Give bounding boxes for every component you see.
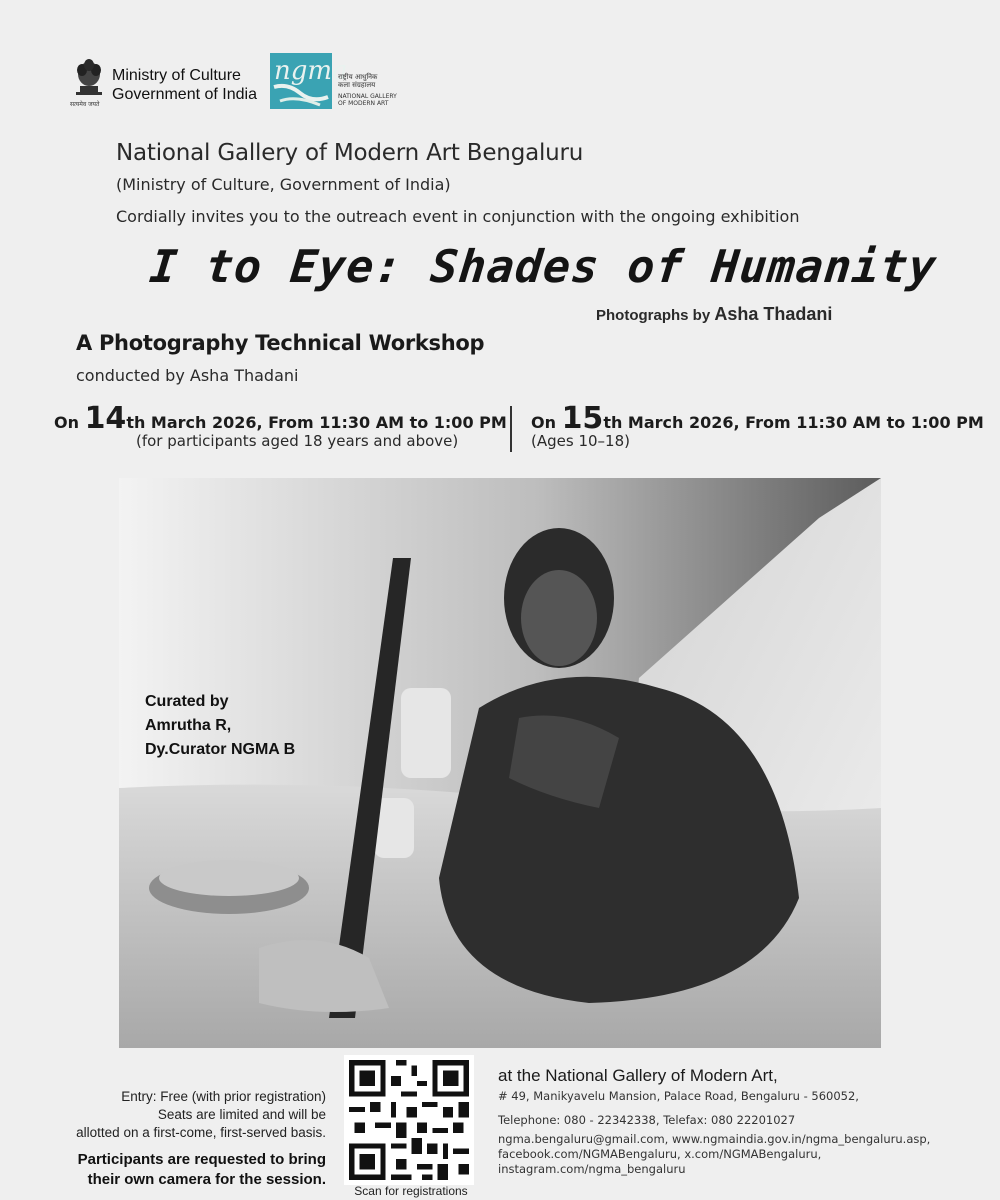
ngma-english-name: NATIONAL GALLERY OF MODERN ART [338,93,397,107]
emblem-caption: सत्यमेव जयते [70,101,100,108]
session-date-1: On 14th March 2026, From 11:30 AM to 1:00 PM [54,401,507,436]
venue-contact-links: ngma.bengaluru@gmail.com, www.ngmaindia.gov.in/ngma_bengaluru.asp, facebook.com/NGMABengaluru, x.com/NGMABengaluru, instagram.com/ngma_bengaluru [498,1132,931,1176]
svg-text:ngma: ngma [274,56,348,86]
organization-subtitle: (Ministry of Culture, Government of India) [116,175,451,194]
national-emblem-icon [72,56,106,100]
photographer-credit: Photographs by Asha Thadani [596,304,833,324]
organization-title: National Gallery of Modern Art Bengaluru [116,140,584,166]
registration-qr-code[interactable] [343,1055,475,1185]
workshop-title: A Photography Technical Workshop [76,331,485,355]
qr-caption: Scan for registrations [354,1184,468,1198]
entry-info: Entry: Free (with prior registration) Seats are limited and will be allotted on a first-come, first-served basis. [76,1089,326,1140]
exhibition-title: I to Eye: Shades of Humanity [147,240,940,293]
venue-address: # 49, Manikyavelu Mansion, Palace Road, Bengaluru - 560052, [498,1089,859,1103]
ngma-logo [270,53,348,109]
session-note-1: (for participants aged 18 years and above) [136,432,459,450]
venue-name: at the National Gallery of Modern Art, [498,1066,778,1085]
exhibition-photograph [119,478,881,1048]
camera-requirement: Participants are requested to bring their own camera for the session. [77,1151,326,1188]
session-date-2: On 15th March 2026, From 11:30 AM to 1:00 PM [531,401,984,436]
curator-credit: Curated by Amrutha R, Dy.Curator NGMA B [145,693,296,758]
session-note-2: (Ages 10–18) [531,432,630,450]
ministry-label: Ministry of Culture Government of India [112,67,257,103]
ngma-hindi-name: राष्ट्रीय आधुनिक कला संग्रहालय [338,73,378,89]
workshop-conductor: conducted by Asha Thadani [76,366,299,385]
venue-phone: Telephone: 080 - 22342338, Telefax: 080 22201027 [498,1113,796,1127]
session-divider [510,406,512,452]
invitation-text: Cordially invites you to the outreach event in conjunction with the ongoing exhibition [116,207,800,226]
